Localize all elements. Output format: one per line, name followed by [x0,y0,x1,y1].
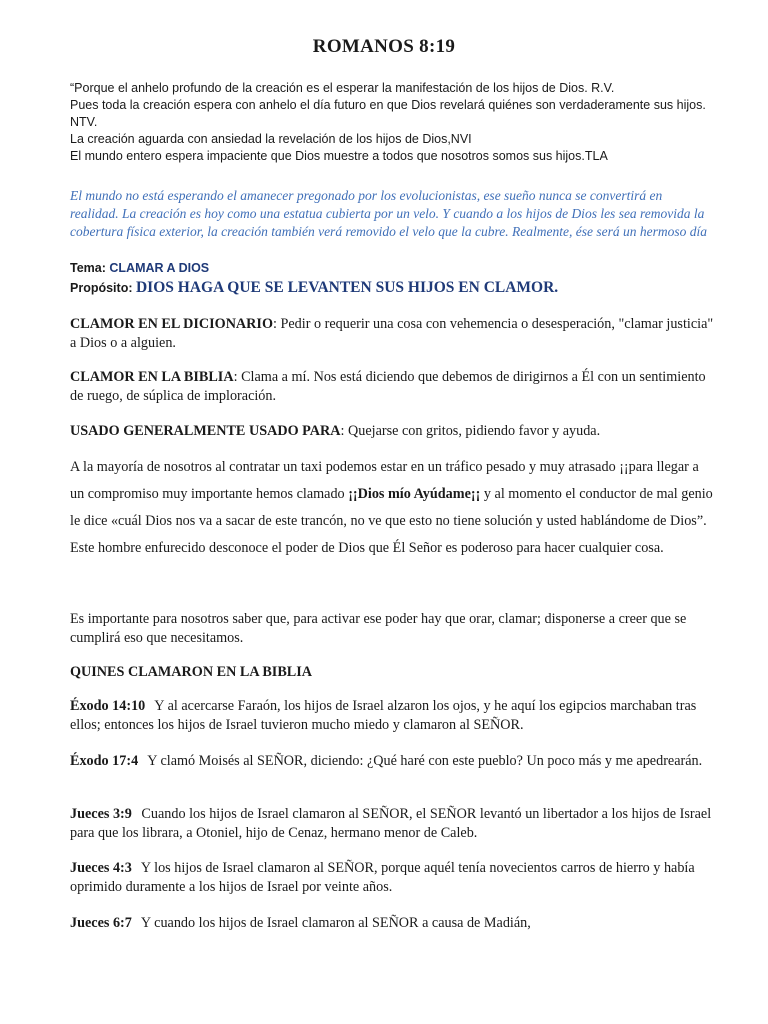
reference-exodo-17-4 [70,752,715,771]
reference-jueces-3-9 [70,805,715,843]
reference-jueces-4-3 [70,859,715,897]
definition-text: : Quejarse con gritos, pidiendo favor y ayuda. [340,423,601,439]
intro-paragraph: El mundo no está esperando el amanecer pregonado por los evolucionistas, ese sueño nunca se convertirá en realidad. La creación es hoy como una estatua cubierta por un velo. Y cuando a los hijos de Dios les sea removida la cobertura física exterior, la creación también verá removido el velo que la cubre. Realmente, ése será un hermoso día [70,188,707,239]
reference-label: Jueces 4:3 [70,860,132,876]
reference-text: Y los hijos de Israel clamaron al SEÑOR, porque aquél tenía novecientos carros de hierro y había oprimido duramente a los hijos de Israel por veinte años. [70,860,695,895]
verse-translations [70,80,720,165]
reference-text: Y clamó Moisés al SEÑOR, diciendo: ¿Qué haré con este pueblo? Un poco más y me apedrearán. [144,753,703,769]
section-heading: QUINES CLAMARON EN LA BIBLIA [70,664,313,680]
verse-line-nvi: La creación aguarda con ansiedad la revelación de los hijos de Dios,NVI [70,132,472,146]
reference-jueces-6-7 [70,914,715,933]
story-exclamation: ¡¡Dios mío Ayúdame¡¡ [348,486,481,502]
important-paragraph: Es importante para nosotros saber que, para activar ese poder hay que orar, clamar; disponerse a creer que se cumplirá eso que necesitamos. [70,611,687,646]
definition-label: CLAMOR EN LA BIBLIA [70,369,234,385]
reference-label: Éxodo 17:4 [70,753,139,769]
taxi-story-paragraph [70,454,715,562]
proposito-label: Propósito: [70,281,133,295]
reference-label: Jueces 6:7 [70,915,132,931]
definition-usage [70,422,715,441]
tema-line [70,261,209,275]
reference-exodo-14-10 [70,697,715,735]
definition-dictionary [70,315,715,353]
definition-label: USADO GENERALMENTE USADO PARA [70,423,341,439]
definition-text: : Pedir o requerir una cosa con vehemencia o desesperación, "clamar justicia" a Dios o a alguien. [70,316,714,351]
definition-bible [70,368,715,406]
tema-value: CLAMAR A DIOS [109,261,210,275]
proposito-value: DIOS HAGA QUE SE LEVANTEN SUS HIJOS EN CLAMOR. [135,279,559,296]
definition-label: CLAMOR EN EL DICIONARIO [70,316,273,332]
verse-line-rv: “Porque el anhelo profundo de la creación es el esperar la manifestación de los hijos de Dios. R.V. [70,81,615,95]
reference-text: Cuando los hijos de Israel clamaron al SEÑOR, el SEÑOR levantó un libertador a los hijos de Israel para que los librara, a Otoniel, hijo de Cenaz, hermano menor de Caleb. [70,806,712,841]
reference-label: Jueces 3:9 [70,806,132,822]
page-title: ROMANOS 8:19 [312,36,456,57]
reference-label: Éxodo 14:10 [70,698,146,714]
story-text-part2: y al momento el conductor de mal genio le dice «cuál Dios nos va a sacar de este trancón, no ve que esto no tiene solución y usted hablándome de Dios”. Este hombre enfurecido desconoce el poder de Dios que Él Señor es poderoso para hacer cualquier cosa. [70,486,713,556]
reference-text: Y al acercarse Faraón, los hijos de Israel alzaron los ojos, y he aquí los egipcios marchaban tras ellos; entonces los hijos de Israel tuvieron mucho miedo y clamaron al SEÑOR. [70,698,697,733]
verse-line-ntv: Pues toda la creación espera con anhelo el día futuro en que Dios revelará quiénes son verdaderamente sus hijos. [70,98,706,112]
tema-label: Tema: [70,261,106,275]
definition-text: : Clama a mí. Nos está diciendo que debemos de dirigirnos a Él con un sentimiento de ruego, de súplica de imploración. [70,369,706,404]
reference-text: Y cuando los hijos de Israel clamaron al SEÑOR a causa de Madián, [137,915,531,931]
verse-line-tla: El mundo entero espera impaciente que Dios muestre a todos que nosotros somos sus hijos.TLA [70,149,608,163]
verse-line-ntv-tag: NTV. [70,115,98,129]
story-text-part1: A la mayoría de nosotros al contratar un taxi podemos estar en un tráfico pesado y muy atrasado ¡¡para llegar a un compromiso muy importante hemos clamado [70,459,699,502]
proposito-line [70,279,558,297]
